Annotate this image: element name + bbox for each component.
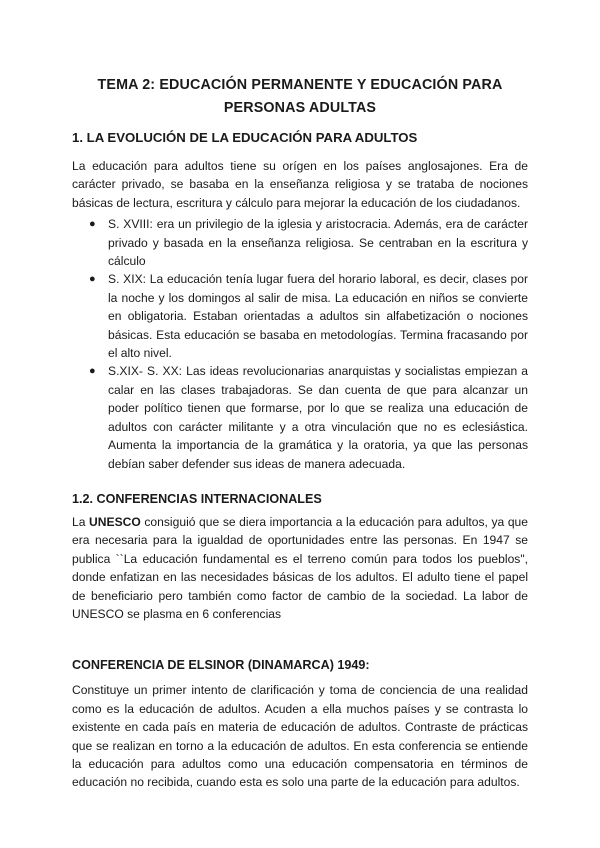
bullet-icon: ● [89, 218, 96, 231]
list-item [89, 215, 528, 270]
title-line-2: PERSONAS ADULTAS [223, 100, 377, 116]
title-line-1: TEMA 2: EDUCACIÓN PERMANENTE Y EDUCACIÓN PARA [97, 77, 503, 93]
list-item-text: S.XIX- S. XX: Las ideas revolucionarias anarquistas y socialistas empiezan a calar en las clases trabajadoras. Se dan cuenta de que para alcanzar un poder político tienen que formarse, por lo que se realiza una educación de adultos con carácter militante y a otra vinculación que no es eclesiástica. Aumenta la importancia de la gramática y la oratoria, ya que las personas debían saber defender sus ideas de manera adecuada. [108, 364, 528, 471]
section-1-bullet-list [72, 215, 528, 473]
section-1-heading: 1. LA EVOLUCIÓN DE LA EDUCACIÓN PARA ADULTOS [72, 130, 418, 145]
section-3-paragraph: Constituye un primer intento de clarificación y toma de conciencia de una realidad como es la educación de adultos. Acuden a ella muchos países y se contrasta lo existente en cada país en materia de educación de adultos. Contraste de prácticas que se realizan en torno a la educación de adultos. En esta conferencia se entiende la educación para adultos como una educación compensatoria en términos de educación no recibida, cuando esta es solo una parte de la educación para adultos. [72, 683, 528, 790]
section-3 [72, 656, 528, 791]
section-2-prefix: La [72, 514, 90, 529]
list-item [89, 270, 528, 362]
section-2 [72, 490, 528, 623]
list-item [89, 362, 528, 472]
list-item-text: S. XIX: La educación tenía lugar fuera del horario laboral, es decir, clases por la noche y los domingos al salir de misa. La educación en niños se convierte en obligatoria. Estaban orientadas a adultos sin alfabetización o nociones básicas. Esta educación se basaba en metodologías. Termina fracasando por el alto nivel. [108, 272, 528, 361]
section-2-paragraph [72, 513, 528, 623]
bullet-icon: ● [89, 365, 96, 378]
list-item-text: S. XVIII: era un privilegio de la iglesia y aristocracia. Además, era de carácter privado y basada en la enseñanza religiosa. Se centraban en la escritura y cálculo [108, 217, 528, 269]
section-1-intro: La educación para adultos tiene su orígen en los países anglosajones. Era de carácter privado, se basaba en la enseñanza religiosa y se trataba de nociones básicas de lectura, escritura y cálculo para mejorar la educación de los ciudadanos. [72, 159, 528, 210]
bullet-icon: ● [89, 273, 96, 286]
unesco-bold: UNESCO [89, 514, 141, 529]
section-2-text: consiguió que se diera importancia a la educación para adultos, ya que era necesaria para la igualdad de oportunidades entre las personas. En 1947 se publica ``La educación fundamental es el terreno común para todos los pueblos", donde enfatizan en las necesidades básicas de los adultos. El adulto tiene el papel de beneficiario pero también como factor de cambio de la sociedad. La labor de UNESCO se plasma en 6 conferencias [72, 514, 529, 621]
section-3-heading: CONFERENCIA DE ELSINOR (DINAMARCA) 1949: [72, 658, 370, 673]
document-title [72, 74, 528, 120]
section-2-heading: 1.2. CONFERENCIAS INTERNACIONALES [72, 491, 322, 506]
